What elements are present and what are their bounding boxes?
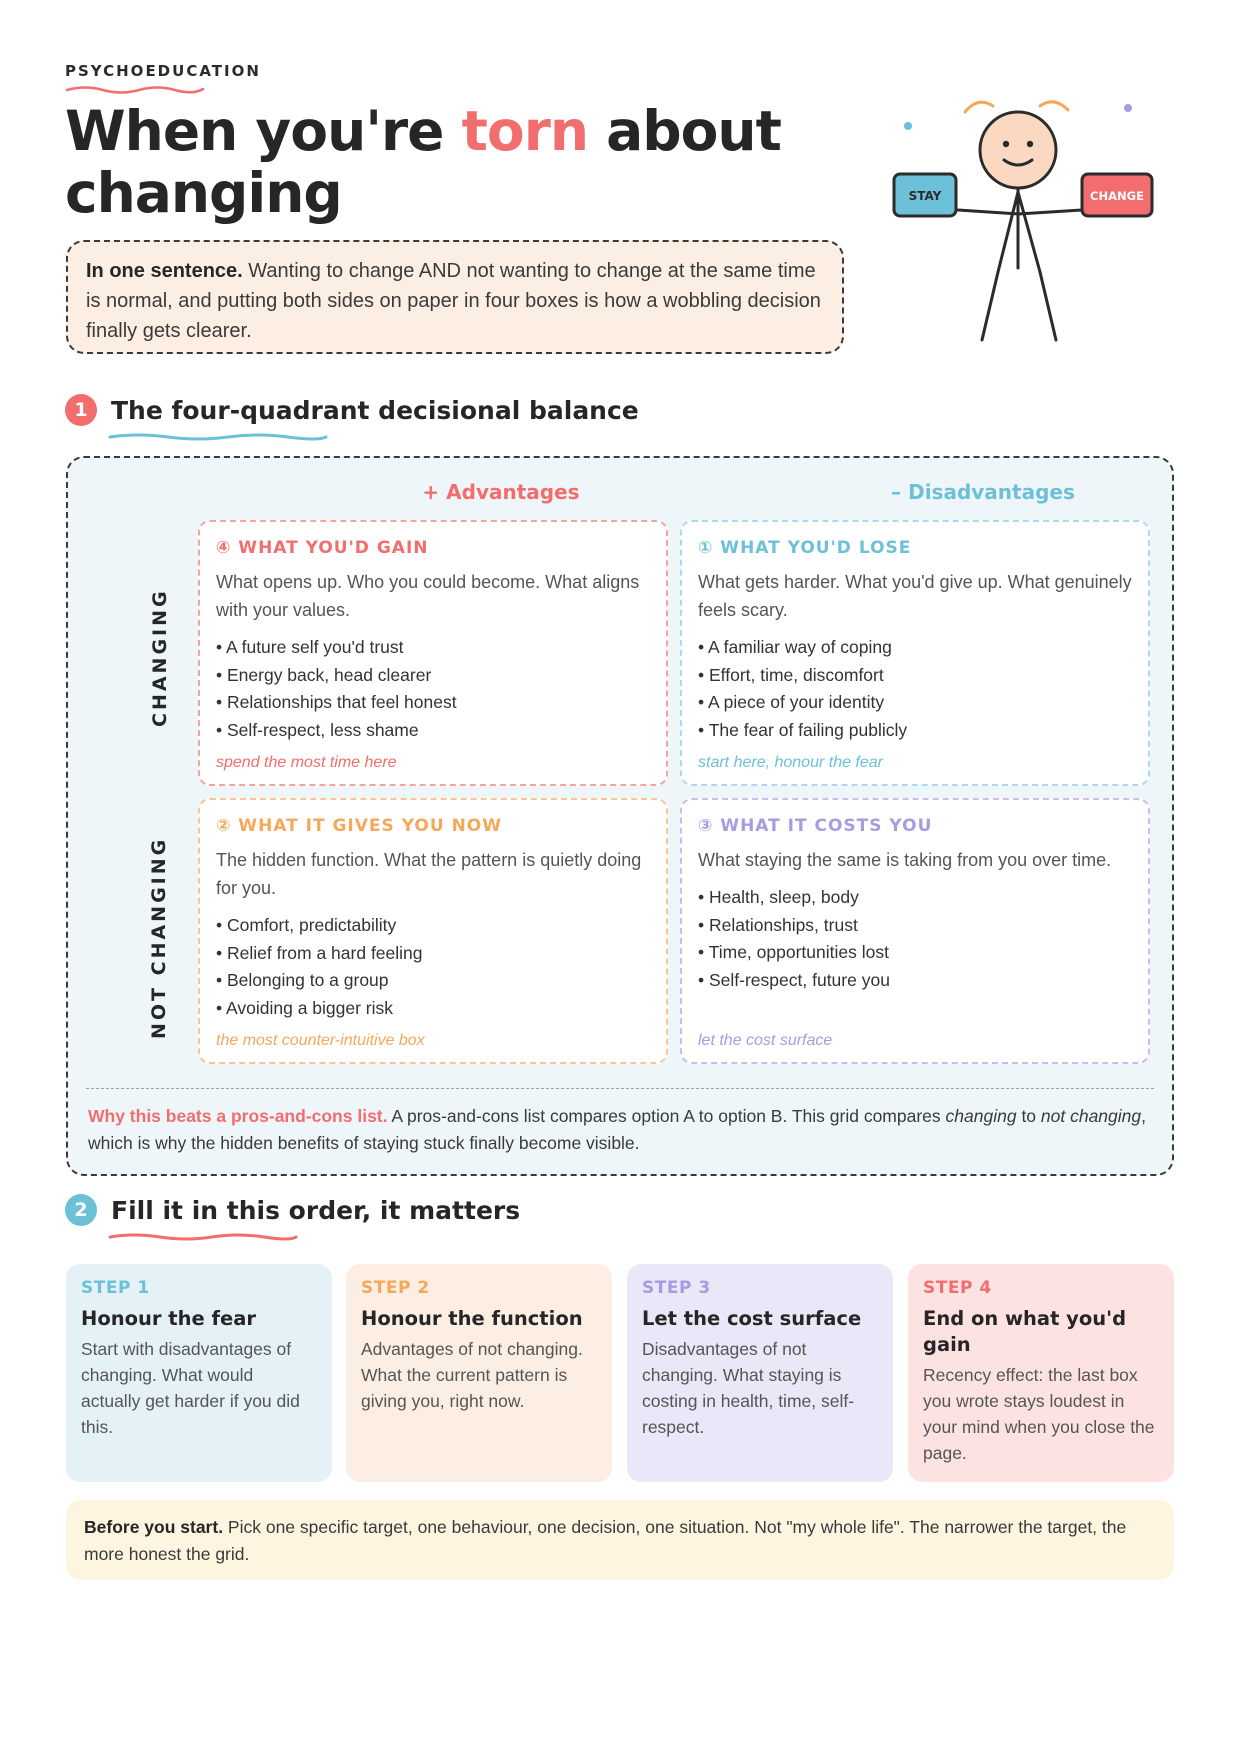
list-item: • Relationships, trust <box>698 912 1132 940</box>
decisional-balance-grid <box>66 456 1174 1176</box>
section-2-underline <box>108 1232 298 1242</box>
eyebrow-label: PSYCHOEDUCATION <box>65 62 261 80</box>
list-item: • Comfort, predictability <box>216 912 650 940</box>
change-sign <box>1082 174 1152 216</box>
quadrant-description: What gets harder. What you'd give up. What genuinely feels scary. <box>698 572 1132 620</box>
quadrant-note: the most counter-intuitive box <box>216 1032 425 1049</box>
stay-sign-label: STAY <box>908 189 942 203</box>
step-card-4 <box>908 1264 1174 1482</box>
column-header-disadvantages: – Disadvantages <box>891 480 1075 504</box>
section-1-underline <box>108 432 328 442</box>
section-1-heading <box>65 394 639 426</box>
before-you-start-text: Pick one specific target, one behaviour, one decision, one situation. Not "my whole life". The narrower the target, the more honest the grid. <box>84 1517 1127 1564</box>
step-label: STEP 1 <box>81 1278 150 1298</box>
quadrant-title: ③ WHAT IT COSTS YOU <box>698 816 933 836</box>
quadrant-title: ① WHAT YOU'D LOSE <box>698 538 912 558</box>
grid-divider <box>86 1088 1154 1089</box>
page-title: When you're torn about changing <box>65 99 781 225</box>
column-header-advantages: + Advantages <box>422 480 580 504</box>
list-item: • Self-respect, less shame <box>216 717 650 745</box>
section-1-number: 1 <box>65 394 97 426</box>
quadrant-description: The hidden function. What the pattern is quietly doing for you. <box>216 850 642 898</box>
step-card-2 <box>346 1264 612 1482</box>
list-item: • Relief from a hard feeling <box>216 940 650 968</box>
list-item: • Relationships that feel honest <box>216 689 650 717</box>
change-sign-label: CHANGE <box>1090 189 1144 203</box>
list-item: • Energy back, head clearer <box>216 662 650 690</box>
quadrant-what-it-gives-you-now <box>198 798 668 1064</box>
list-item: • Self-respect, future you <box>698 967 1132 995</box>
quadrant-note: spend the most time here <box>216 754 397 771</box>
list-item: • Effort, time, discomfort <box>698 662 1132 690</box>
summary-lead: In one sentence. <box>86 260 243 282</box>
row-header-not-changing: NOT CHANGING <box>148 836 170 1039</box>
step-title: Honour the fear <box>81 1307 256 1330</box>
list-item: • The fear of failing publicly <box>698 717 1132 745</box>
step-body: Disadvantages of not changing. What staying is costing in health, time, self-respect. <box>642 1339 855 1437</box>
step-label: STEP 4 <box>923 1278 992 1298</box>
quadrant-list <box>698 634 1132 744</box>
list-item: • Avoiding a bigger risk <box>216 995 650 1023</box>
section-2-number: 2 <box>65 1194 97 1226</box>
step-label: STEP 3 <box>642 1278 711 1298</box>
quadrant-description: What staying the same is taking from you over time. <box>698 850 1112 870</box>
section-2-title: Fill it in this order, it matters <box>111 1195 521 1225</box>
list-item: • A familiar way of coping <box>698 634 1132 662</box>
quadrant-what-youd-lose <box>680 520 1150 786</box>
step-card-1 <box>66 1264 332 1482</box>
stay-sign <box>894 174 956 216</box>
quadrant-what-it-costs-you <box>680 798 1150 1064</box>
step-title: Let the cost surface <box>642 1307 862 1330</box>
list-item: • Belonging to a group <box>216 967 650 995</box>
step-title: Honour the function <box>361 1307 583 1330</box>
quadrant-description: What opens up. Who you could become. What aligns with your values. <box>216 572 640 620</box>
step-body: Recency effect: the last box you wrote stays loudest in your mind when you close the page. <box>923 1365 1155 1463</box>
step-label: STEP 2 <box>361 1278 430 1298</box>
eyebrow-underline <box>65 84 205 94</box>
step-body: Start with disadvantages of changing. What would actually get harder if you did this. <box>81 1339 300 1437</box>
quadrant-what-youd-gain <box>198 520 668 786</box>
step-title: End on what you'd gain <box>923 1307 1127 1356</box>
list-item: • A future self you'd trust <box>216 634 650 662</box>
row-header-changing: CHANGING <box>149 588 171 727</box>
torn-person-illustration <box>890 92 1170 352</box>
list-item: • Time, opportunities lost <box>698 939 1132 967</box>
quadrant-title: ② WHAT IT GIVES YOU NOW <box>216 816 503 836</box>
grid-footnote: Why this beats a pros-and-cons list. A pros-and-cons list compares option A to option B. This grid compares changing to not changing, which is why the hidden benefits of staying stuck finally become visible. <box>88 1106 1147 1153</box>
quadrant-note: start here, honour the fear <box>698 754 883 771</box>
summary-box <box>66 240 844 354</box>
step-body: Advantages of not changing. What the current pattern is giving you, right now. <box>361 1339 583 1411</box>
section-1-title: The four-quadrant decisional balance <box>111 395 639 425</box>
quadrant-list <box>216 912 650 1022</box>
title-highlight: torn <box>461 99 588 163</box>
before-you-start-note <box>66 1500 1174 1580</box>
list-item: • A piece of your identity <box>698 689 1132 717</box>
list-item: • Health, sleep, body <box>698 884 1132 912</box>
before-you-start-lead: Before you start. <box>84 1517 224 1537</box>
section-2-heading <box>65 1194 520 1226</box>
quadrant-list <box>216 634 650 744</box>
quadrant-note: let the cost surface <box>698 1032 833 1049</box>
summary-text: Wanting to change AND not wanting to change at the same time is normal, and putting both sides on paper in four boxes is how a wobbling decision finally gets clearer. <box>86 260 821 342</box>
quadrant-list <box>698 884 1132 994</box>
step-card-3 <box>627 1264 893 1482</box>
quadrant-title: ④ WHAT YOU'D GAIN <box>216 538 429 558</box>
grid-footnote-lead: Why this beats a pros-and-cons list. <box>88 1106 388 1126</box>
